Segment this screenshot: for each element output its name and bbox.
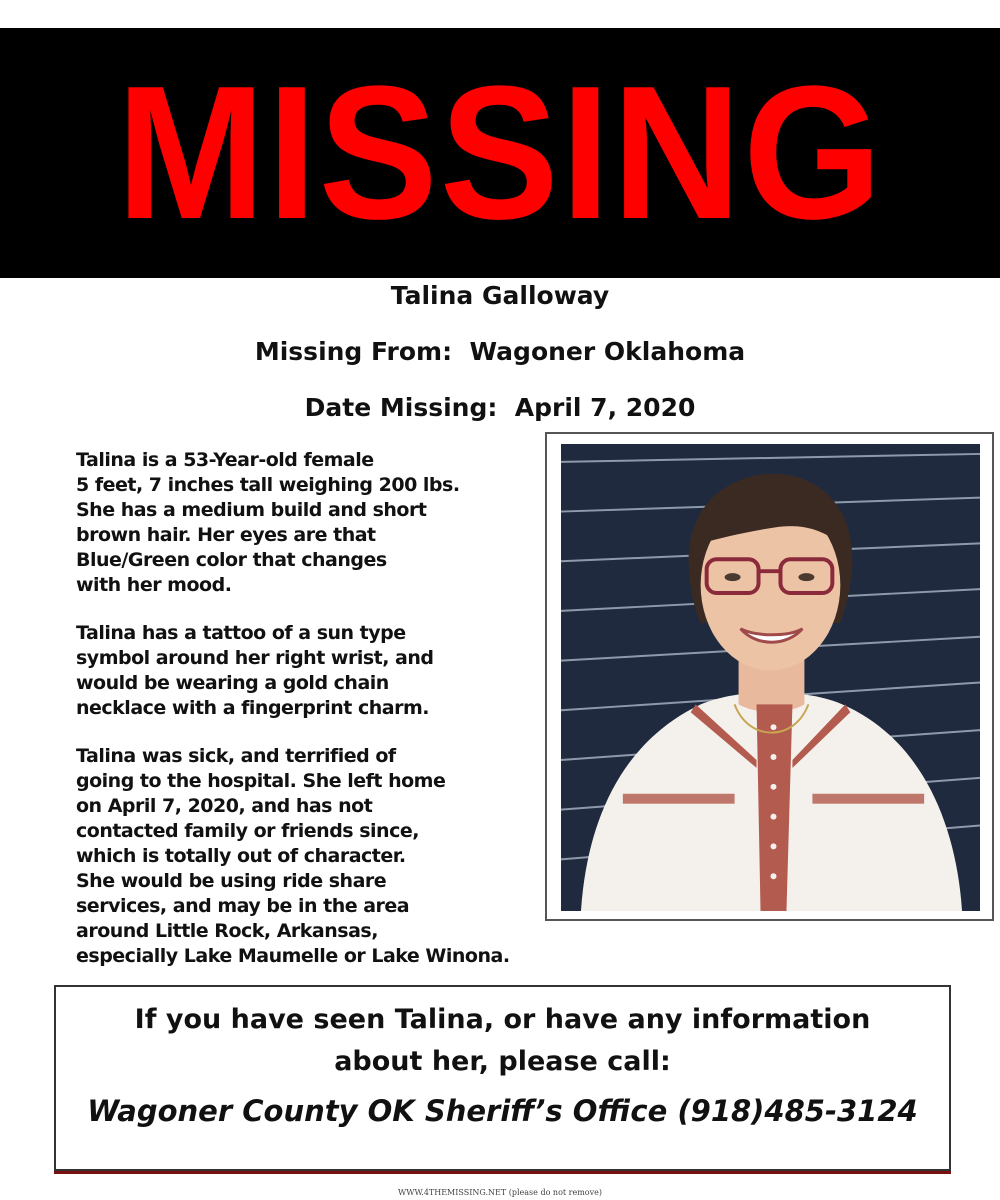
date-missing-value: April 7, 2020 — [514, 393, 696, 422]
missing-from — [0, 337, 1000, 367]
contact-appeal-line-1: If you have seen Talina, or have any information — [134, 1004, 871, 1035]
contact-appeal-line-2: about her, please call: — [334, 1046, 671, 1077]
person-name-text: Talina Galloway — [390, 281, 610, 310]
person-name — [0, 281, 1000, 311]
missing-from-label: Missing From: — [254, 337, 453, 366]
date-missing-label: Date Missing: — [304, 393, 498, 422]
description — [76, 448, 546, 992]
date-missing — [0, 393, 1000, 423]
missing-person-photo — [545, 432, 994, 921]
contact-phone-number: Wagoner County OK Sheriff’s Office (918)485-3124 — [87, 1094, 918, 1128]
description-circumstances: Talina was sick, and terrified of going to the hospital. She left home on April 7, 2020, and has not contacted family or friends since, which is totally out of character. She would be using ride share services, and may be in the area around Little Rock, Arkansas, especially Lake Maumelle or Lake Winona. — [76, 745, 510, 967]
description-tattoo: Talina has a tattoo of a sun type symbol around her right wrist, and would be wearing a gold chain necklace with a fingerprint charm. — [76, 622, 434, 719]
description-physical: Talina is a 53-Year-old female 5 feet, 7 inches tall weighing 200 lbs. She has a medium build and short brown hair. Her eyes are that Blue/Green color that changes with her mood. — [76, 449, 460, 596]
missing-from-value: Wagoner Oklahoma — [469, 337, 746, 366]
footer-note: WWW.4THEMISSING.NET (please do not remove) — [398, 1188, 602, 1197]
missing-banner — [0, 28, 1000, 278]
portrait-illustration — [561, 444, 980, 911]
contact-box — [54, 985, 951, 1171]
missing-title: MISSING — [116, 47, 884, 259]
